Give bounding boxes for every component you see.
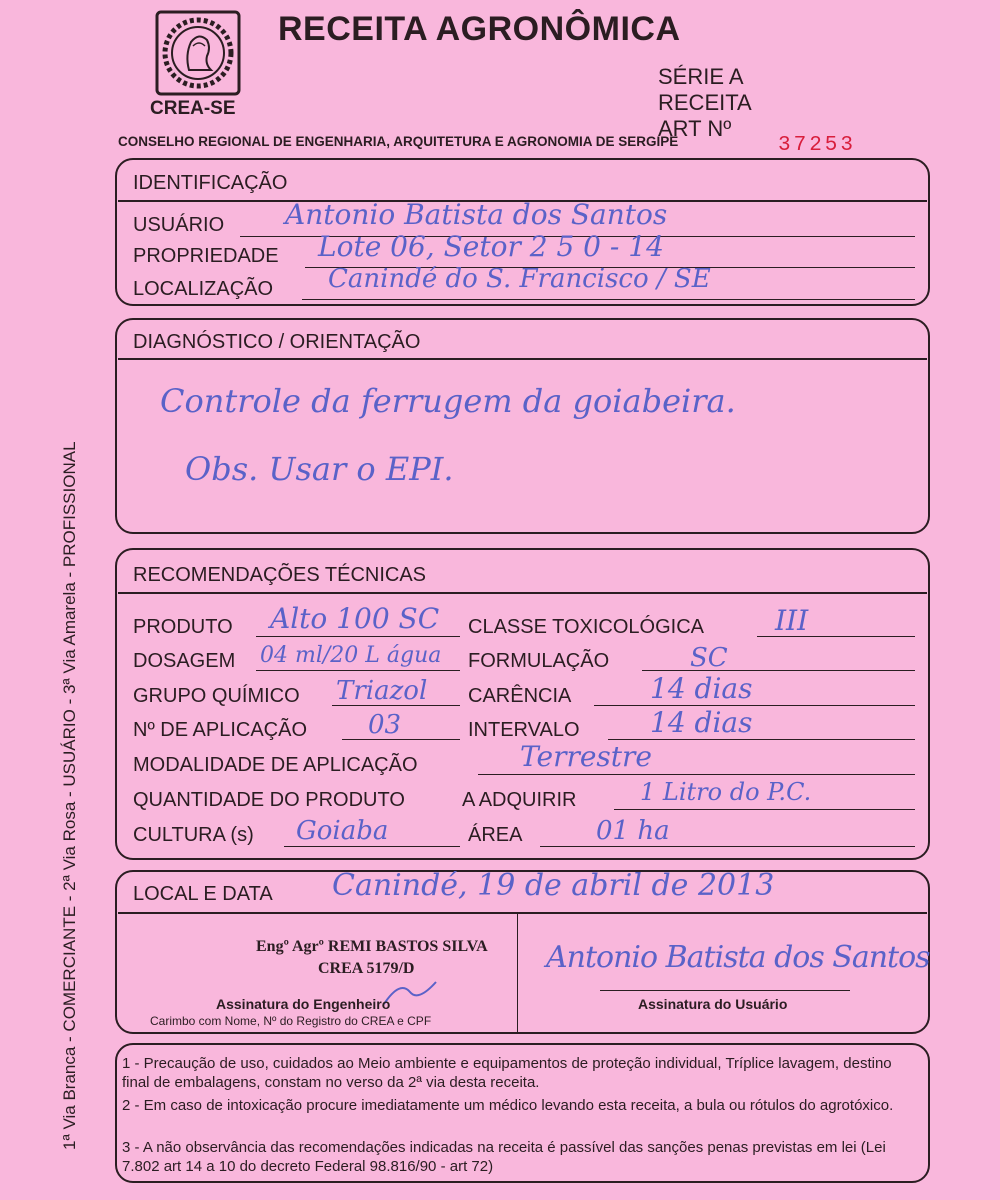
diagnostico-line-1[interactable]: Controle da ferrugem da goiabeira. xyxy=(160,382,736,420)
local-data-rule xyxy=(118,912,927,914)
formulacao-value[interactable]: SC xyxy=(690,643,728,673)
usuario-signature-line xyxy=(600,990,850,991)
serie-block xyxy=(658,64,752,142)
dosagem-label: DOSAGEM xyxy=(133,650,236,672)
engineer-stamp-line-2: CREA 5179/D xyxy=(318,960,415,977)
art-label: ART Nº xyxy=(658,116,732,141)
modalidade-value[interactable]: Terrestre xyxy=(520,740,652,773)
local-data-title: LOCAL E DATA xyxy=(133,883,273,905)
produto-value[interactable]: Alto 100 SC xyxy=(270,602,440,635)
receita-label: RECEITA xyxy=(658,90,752,115)
recomendacoes-title-rule xyxy=(118,592,927,594)
crea-logo-icon xyxy=(155,10,241,96)
diagnostico-title-rule xyxy=(118,358,927,360)
usuario-signature-label: Assinatura do Usuário xyxy=(638,996,788,1012)
propriedade-label: PROPRIEDADE xyxy=(133,245,279,267)
classe-value[interactable]: III xyxy=(775,604,809,637)
aplicacao-value[interactable]: 03 xyxy=(368,710,402,740)
area-line xyxy=(540,846,915,847)
produto-label: PRODUTO xyxy=(133,616,233,638)
serie-label: SÉRIE A xyxy=(658,64,744,89)
carencia-line xyxy=(594,705,915,706)
signature-divider xyxy=(517,913,518,1033)
diagnostico-line-2[interactable]: Obs. Usar o EPI. xyxy=(185,450,454,488)
diagnostico-title: DIAGNÓSTICO / ORIENTAÇÃO xyxy=(133,331,421,353)
note-2: 2 - Em caso de intoxicação procure imediatamente um médico levando esta receita, a bula ou rótulos do agrotóxico. xyxy=(122,1097,894,1114)
org-full-name: CONSELHO REGIONAL DE ENGENHARIA, ARQUITETURA E AGRONOMIA DE SERGIPE xyxy=(118,134,679,149)
receipt-number: 37253 xyxy=(778,134,857,157)
produto-line xyxy=(256,636,460,637)
carencia-value[interactable]: 14 dias xyxy=(650,672,753,705)
org-short-name: CREA-SE xyxy=(150,98,236,119)
note-1: 1 - Precaução de uso, cuidados ao Meio ambiente e equipamentos de proteção individual, Tríplice lavagem, destino final de embalagens, constam no verso da 2ª via desta receita. xyxy=(122,1055,892,1091)
adquirir-line xyxy=(614,809,915,810)
formulacao-label: FORMULAÇÃO xyxy=(468,650,610,672)
copy-distribution-note: 1ª Via Branca - COMERCIANTE - 2ª Via Rosa - USUÁRIO - 3ª Via Amarela - PROFISSIONAL xyxy=(60,441,79,1150)
area-value[interactable]: 01 ha xyxy=(596,816,670,846)
dosagem-line xyxy=(256,670,460,671)
localizacao-label: LOCALIZAÇÃO xyxy=(133,278,274,300)
local-data-value[interactable]: Canindé, 19 de abril de 2013 xyxy=(332,868,775,903)
grupo-quimico-label: GRUPO QUÍMICO xyxy=(133,685,300,707)
modalidade-line xyxy=(478,774,915,775)
adquirir-value[interactable]: 1 Litro do P.C. xyxy=(640,778,812,806)
identificacao-title: IDENTIFICAÇÃO xyxy=(133,172,288,194)
grupo-quimico-value[interactable]: Triazol xyxy=(336,676,428,706)
modalidade-label: MODALIDADE DE APLICAÇÃO xyxy=(133,754,418,776)
form-title: RECEITA AGRONÔMICA xyxy=(278,10,681,48)
usuario-value[interactable]: Antonio Batista dos Santos xyxy=(285,198,668,231)
recomendacoes-title: RECOMENDAÇÕES TÉCNICAS xyxy=(133,564,427,586)
classe-label: CLASSE TOXICOLÓGICA xyxy=(468,616,705,638)
intervalo-label: INTERVALO xyxy=(468,719,580,741)
cultura-value[interactable]: Goiaba xyxy=(296,816,389,846)
engenheiro-signature-sub: Carimbo com Nome, Nº do Registro do CREA e CPF xyxy=(150,1014,432,1028)
localizacao-line xyxy=(302,299,915,300)
quantidade-label: QUANTIDADE DO PRODUTO xyxy=(133,789,405,811)
usuario-label: USUÁRIO xyxy=(133,214,225,236)
dosagem-value[interactable]: 04 ml/20 L água xyxy=(260,643,442,668)
propriedade-value[interactable]: Lote 06, Setor 2 5 0 - 14 xyxy=(318,230,664,263)
note-3: 3 - A não observância das recomendações indicadas na receita é passível das sanções penas previstas em lei (Lei 7.802 art 14 a 10 do decreto Federal 98.816/90 - art 72) xyxy=(122,1139,886,1175)
cultura-label: CULTURA (s) xyxy=(133,824,254,846)
engenheiro-signature-label: Assinatura do Engenheiro xyxy=(216,996,391,1012)
usuario-signature[interactable]: Antonio Batista dos Santos xyxy=(546,940,930,975)
intervalo-line xyxy=(608,739,915,740)
adquirir-label: A ADQUIRIR xyxy=(462,789,577,811)
aplicacao-label: Nº DE APLICAÇÃO xyxy=(133,719,308,741)
formulacao-line xyxy=(642,670,915,671)
carencia-label: CARÊNCIA xyxy=(468,685,572,707)
localizacao-value[interactable]: Canindé do S. Francisco / SE xyxy=(328,264,711,294)
intervalo-value[interactable]: 14 dias xyxy=(650,706,753,739)
cultura-line xyxy=(284,846,460,847)
engineer-stamp-line-1: Engº Agrº REMI BASTOS SILVA xyxy=(256,938,488,955)
area-label: ÁREA xyxy=(468,824,523,846)
